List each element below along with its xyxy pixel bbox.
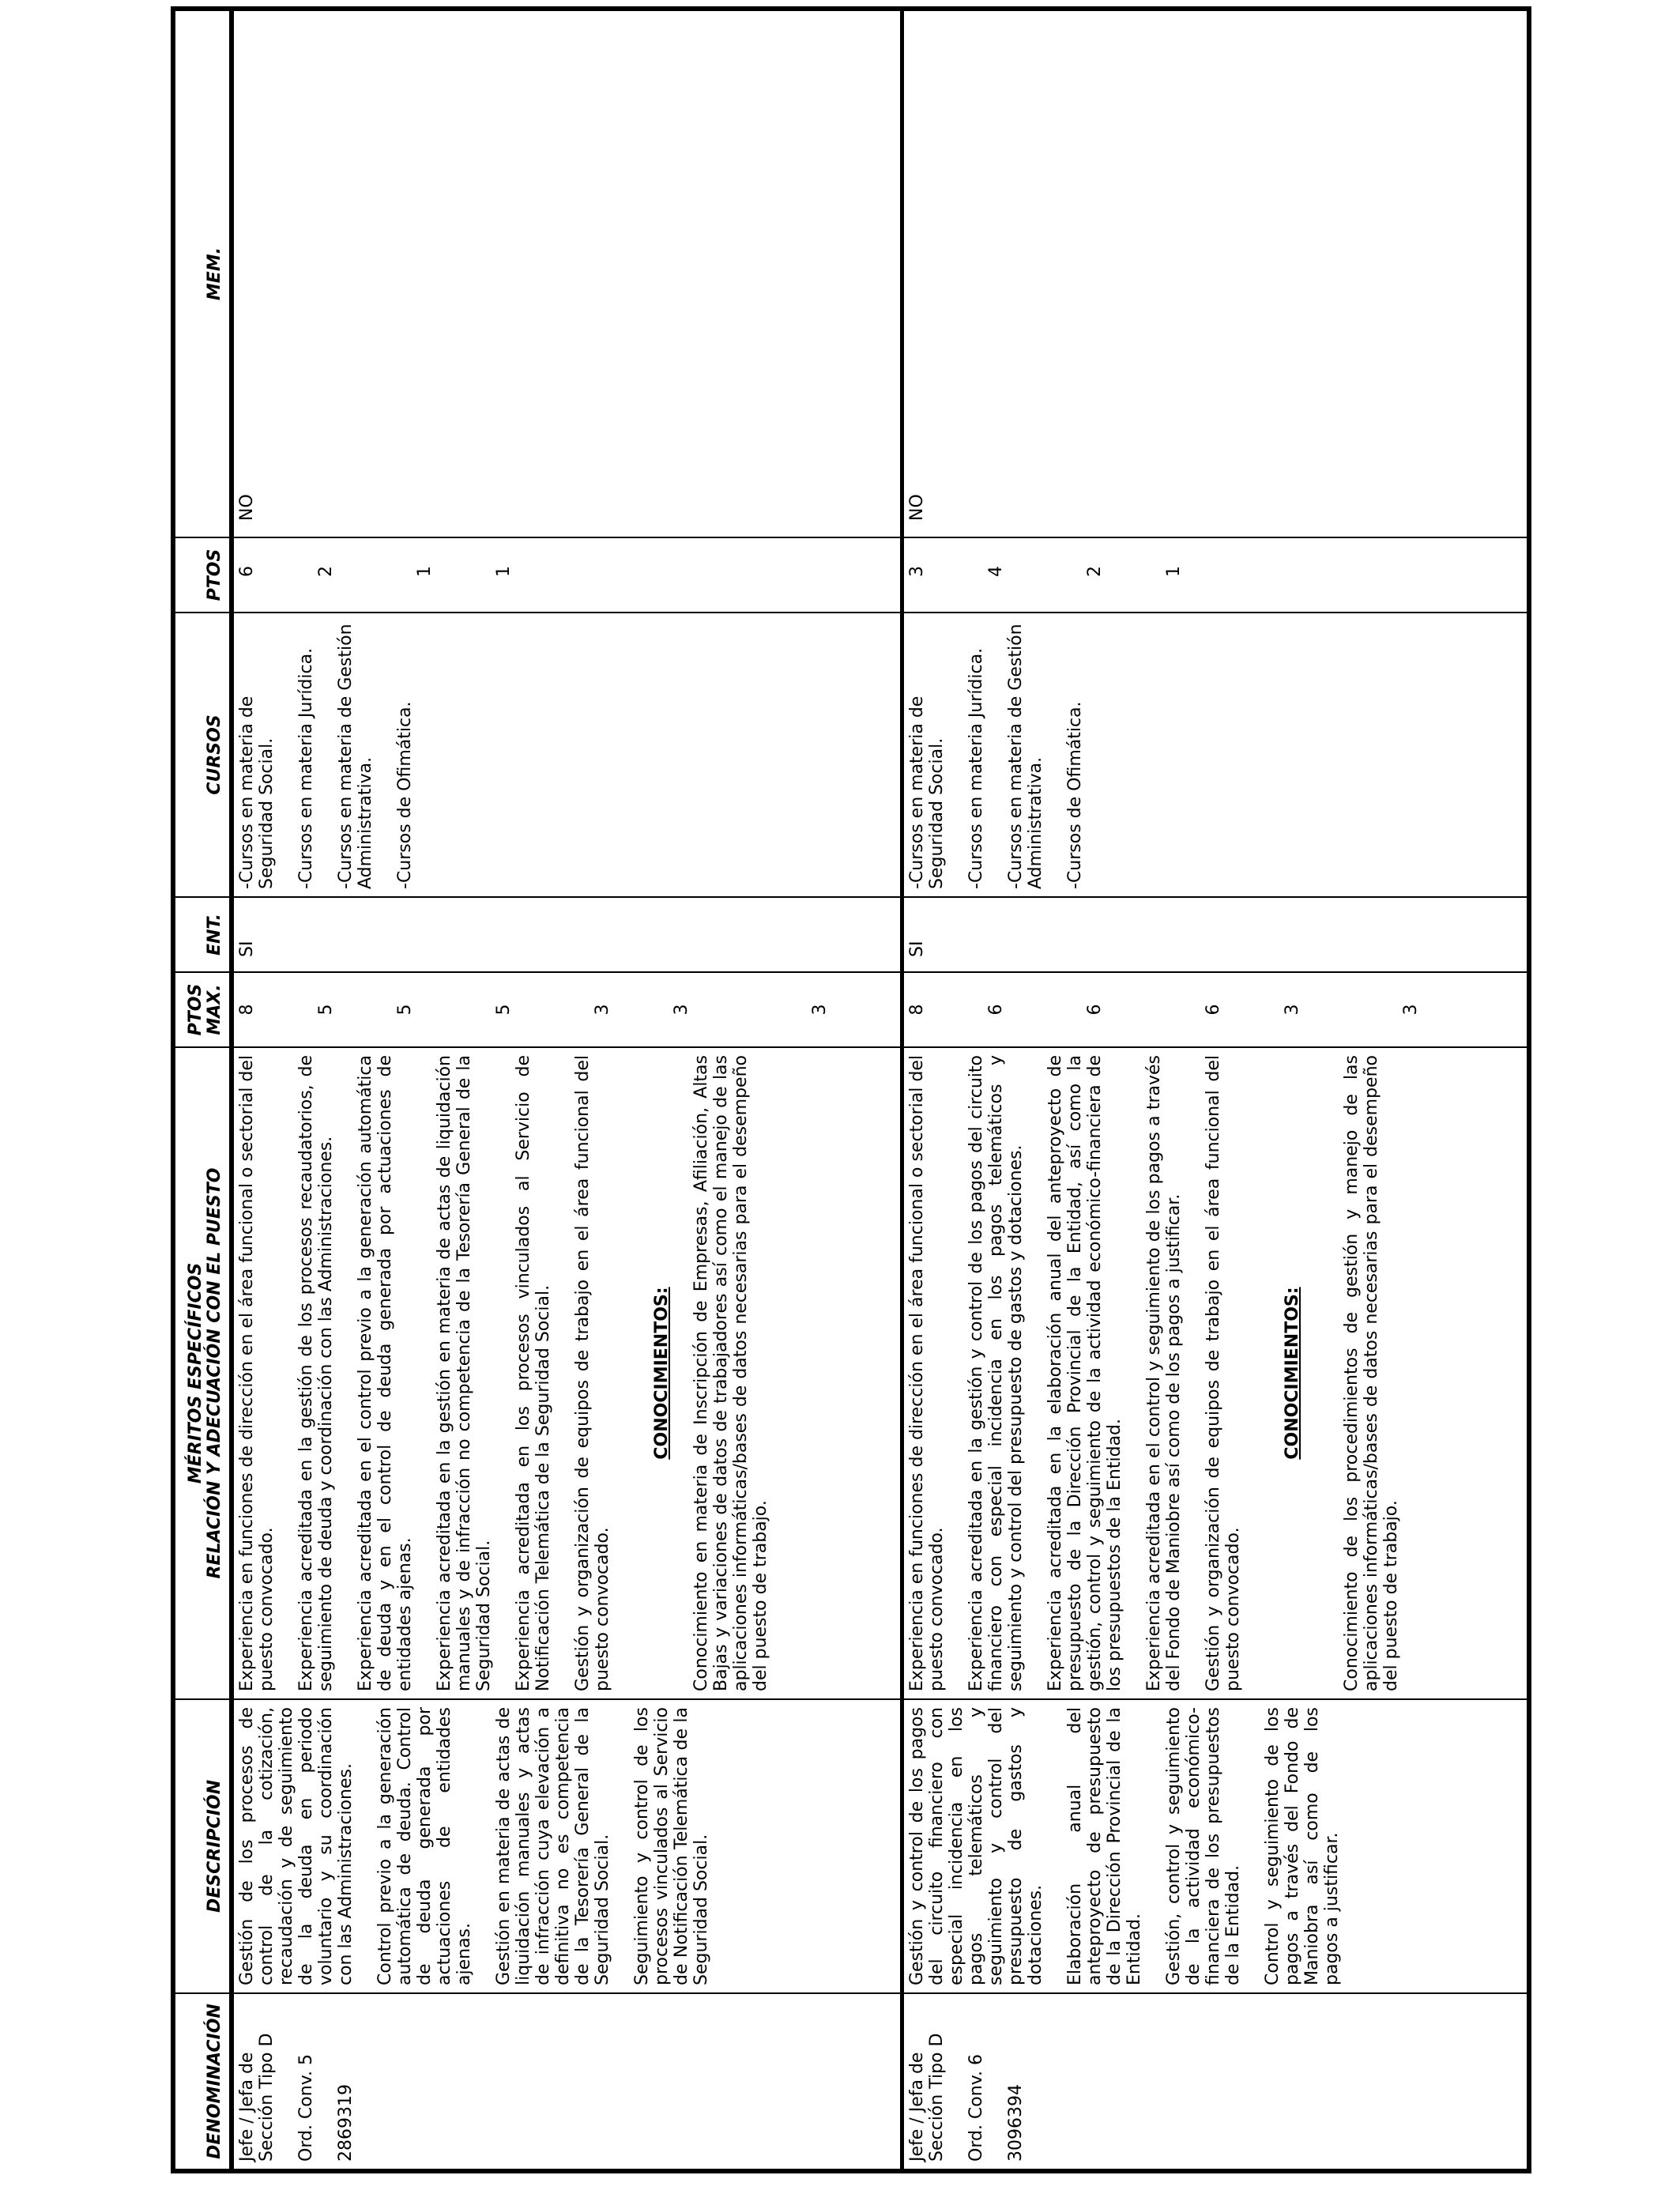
cell-ent: SI bbox=[902, 897, 1530, 972]
merito-item: Experiencia acreditada en la gestión y control de los pagos del circuito financiero con especial incidencia en los pagos telemáticos y seguimiento y control del presupuesto de gastos y dotaciones. bbox=[966, 1055, 1026, 1691]
cell-denominacion bbox=[232, 1993, 902, 2171]
descripcion-item: Seguimiento y control de los procesos vinculados al Servicio de Notificación Telemática de la Seguridad Social. bbox=[632, 1707, 711, 1985]
header-denominacion: DENOMINACIÓN bbox=[173, 1993, 232, 2171]
cell-cursos bbox=[902, 613, 1530, 897]
denominacion-title: Jefe / Jefa de Sección Tipo D bbox=[237, 2033, 277, 2162]
merito-item: Experiencia acreditada en la gestión en materia de actas de liquidación manuales y de infracción no competencia de la Tesorería General de la Seguridad Social. bbox=[435, 1055, 494, 1691]
descripcion-item: Control y seguimiento de los pagos a través del Fondo de Maniobra así como de los pagos a justificar. bbox=[1263, 1707, 1342, 1985]
merito-item: Gestión y organización de equipos de trabajo en el área funcional del puesto convocado. bbox=[1203, 1055, 1243, 1691]
ptos-value: 4 bbox=[986, 566, 1006, 577]
header-ptos-max bbox=[173, 972, 232, 1047]
ptos-max-conocimientos: 3 bbox=[810, 1004, 830, 1016]
merito-item: Experiencia acreditada en el control y seguimiento de los pagos a través del Fondo de Maniobre así como de los pagos a justificar. bbox=[1144, 1055, 1184, 1691]
table-row bbox=[232, 9, 902, 2171]
ptos-value: 6 bbox=[237, 566, 257, 577]
descripcion-item: Gestión, control y seguimiento de la actividad económico-financiera de los presupuestos de la Entidad. bbox=[1164, 1707, 1243, 1985]
curso-item: -Cursos en materia de Seguridad Social. bbox=[907, 696, 947, 889]
header-meritos bbox=[173, 1047, 232, 1699]
ptos-max-conocimientos: 3 bbox=[1401, 1004, 1421, 1016]
curso-item: -Cursos en materia de Seguridad Social. bbox=[237, 696, 277, 889]
merito-item: Experiencia en funciones de dirección en el área funcional o sectorial del puesto convocado. bbox=[237, 1055, 277, 1691]
cell-meritos bbox=[902, 1047, 1530, 1699]
ptos-value: 1 bbox=[415, 566, 435, 577]
cell-ptos-max bbox=[902, 972, 1530, 1047]
ptos-max-value: 3 bbox=[1283, 1004, 1302, 1016]
ptos-max-value: 3 bbox=[672, 1004, 691, 1016]
ptos-value: 2 bbox=[316, 566, 336, 577]
curso-item: -Cursos en materia de Gestión Administrativa. bbox=[336, 624, 375, 889]
ptos-max-value: 6 bbox=[986, 1004, 1006, 1016]
merito-item: Experiencia acreditada en la elaboración anual del anteproyecto de presupuesto de la Dirección Provincial de la Entidad, así como la gestión, control y seguimiento de la actividad económico-financiera de los presupuestos de la Entidad. bbox=[1045, 1055, 1124, 1691]
curso-item: -Cursos de Ofimática. bbox=[1065, 701, 1085, 889]
cell-descripcion bbox=[232, 1699, 902, 1993]
header-ptos-max-line1: PTOS bbox=[186, 983, 205, 1036]
header-meritos-line1: MÉRITOS ESPECÍFICOS bbox=[186, 1262, 205, 1484]
merito-item: Experiencia acreditada en los procesos vinculados al Servicio de Notificación Telemática de la Seguridad Social. bbox=[514, 1055, 553, 1691]
header-row bbox=[173, 9, 232, 2171]
ptos-value: 1 bbox=[494, 566, 514, 577]
cell-ptos-max bbox=[232, 972, 902, 1047]
rotated-table-container bbox=[171, 11, 1505, 2173]
header-meritos-line2: RELACIÓN Y ADECUACIÓN CON EL PUESTO bbox=[205, 1167, 224, 1579]
ptos-max-value: 5 bbox=[395, 1004, 415, 1016]
header-cursos: CURSOS bbox=[173, 613, 232, 897]
conocimientos-heading: CONOCIMIENTOS: bbox=[1283, 1287, 1302, 1460]
cell-ptos bbox=[902, 537, 1530, 613]
conocimientos-heading: CONOCIMIENTOS: bbox=[652, 1287, 672, 1460]
cell-mem: NO bbox=[232, 9, 902, 537]
ptos-max-value: 8 bbox=[907, 1004, 927, 1016]
table-row bbox=[902, 9, 1530, 2171]
ptos-max-value: 5 bbox=[316, 1004, 336, 1016]
cell-denominacion bbox=[902, 1993, 1530, 2171]
cell-cursos bbox=[232, 613, 902, 897]
header-ent: ENT. bbox=[173, 897, 232, 972]
denominacion-code: 3096394 bbox=[1006, 2084, 1026, 2162]
descripcion-item: Gestión en materia de actas de liquidación manuales y actas de infracción cuya elevación a definitiva no es competencia de la Tesorería General de la Seguridad Social. bbox=[494, 1707, 612, 1985]
curso-item: -Cursos de Ofimática. bbox=[395, 701, 415, 889]
descripcion-item: Gestión y control de los pagos del circuito financiero con especial incidencia en los pagos telemáticos y seguimiento y control del presupuesto de gastos y dotaciones. bbox=[907, 1707, 1045, 1985]
curso-item: -Cursos en materia de Gestión Administrativa. bbox=[1006, 624, 1045, 889]
ptos-value: 2 bbox=[1085, 566, 1105, 577]
conocimientos-text: Conocimiento de los procedimientos de gestión y manejo de las aplicaciones informáticas/bases de datos necesarias para el desempeño del puesto de trabajo. bbox=[1342, 1055, 1401, 1691]
cell-ent: SI bbox=[232, 897, 902, 972]
header-ptos: PTOS bbox=[173, 537, 232, 613]
merito-item: Experiencia acreditada en el control previo a la generación automática de deuda y en el control de deuda generada por actuaciones de entidades ajenas. bbox=[356, 1055, 415, 1691]
ptos-max-value: 3 bbox=[593, 1004, 612, 1016]
ptos-value: 1 bbox=[1164, 566, 1184, 577]
conocimientos-text: Conocimiento en materia de Inscripción de Empresas, Afiliación, Altas Bajas y variaciones de datos de trabajadores así como el manejo de las aplicaciones informáticas/bases de datos necesarias para el desempeño del puesto de trabajo. bbox=[691, 1055, 770, 1691]
descripcion-item: Control previo a la generación automática de deuda. Control de deuda generada por actuaciones de entidades ajenas. bbox=[375, 1707, 474, 1985]
header-mem: MEM. bbox=[173, 9, 232, 537]
curso-item: -Cursos en materia Jurídica. bbox=[296, 647, 316, 889]
cell-mem: NO bbox=[902, 9, 1530, 537]
descripcion-item: Gestión de los procesos de control de la cotización, recaudación y de seguimiento de la deuda en periodo voluntario y su coordinación con las Administraciones. bbox=[237, 1707, 356, 1985]
ptos-max-value: 6 bbox=[1203, 1004, 1223, 1016]
positions-table bbox=[171, 6, 1531, 2173]
cell-descripcion bbox=[902, 1699, 1530, 1993]
ptos-value: 3 bbox=[907, 566, 927, 577]
ptos-max-value: 5 bbox=[494, 1004, 514, 1016]
denominacion-code: 2869319 bbox=[336, 2084, 356, 2162]
denominacion-title: Jefe / Jefa de Sección Tipo D bbox=[907, 2033, 947, 2162]
descripcion-item: Elaboración anual del anteproyecto de presupuesto de la Dirección Provincial de la Entidad. bbox=[1065, 1707, 1144, 1985]
merito-item: Gestión y organización de equipos de trabajo en el área funcional del puesto convocado. bbox=[573, 1055, 612, 1691]
ptos-max-value: 6 bbox=[1085, 1004, 1105, 1016]
ptos-max-value: 8 bbox=[237, 1004, 257, 1016]
header-ptos-max-line2: MAX. bbox=[205, 984, 224, 1035]
denominacion-conv: Ord. Conv. 6 bbox=[966, 2054, 986, 2162]
cell-meritos bbox=[232, 1047, 902, 1699]
merito-item: Experiencia acreditada en la gestión de los procesos recaudatorios, de seguimiento de deuda y coordinación con las Administraciones. bbox=[296, 1055, 336, 1691]
denominacion-conv: Ord. Conv. 5 bbox=[296, 2054, 316, 2162]
header-descripcion: DESCRIPCIÓN bbox=[173, 1699, 232, 1993]
cell-ptos bbox=[232, 537, 902, 613]
curso-item: -Cursos en materia Jurídica. bbox=[966, 647, 986, 889]
merito-item: Experiencia en funciones de dirección en el área funcional o sectorial del puesto convocado. bbox=[907, 1055, 947, 1691]
